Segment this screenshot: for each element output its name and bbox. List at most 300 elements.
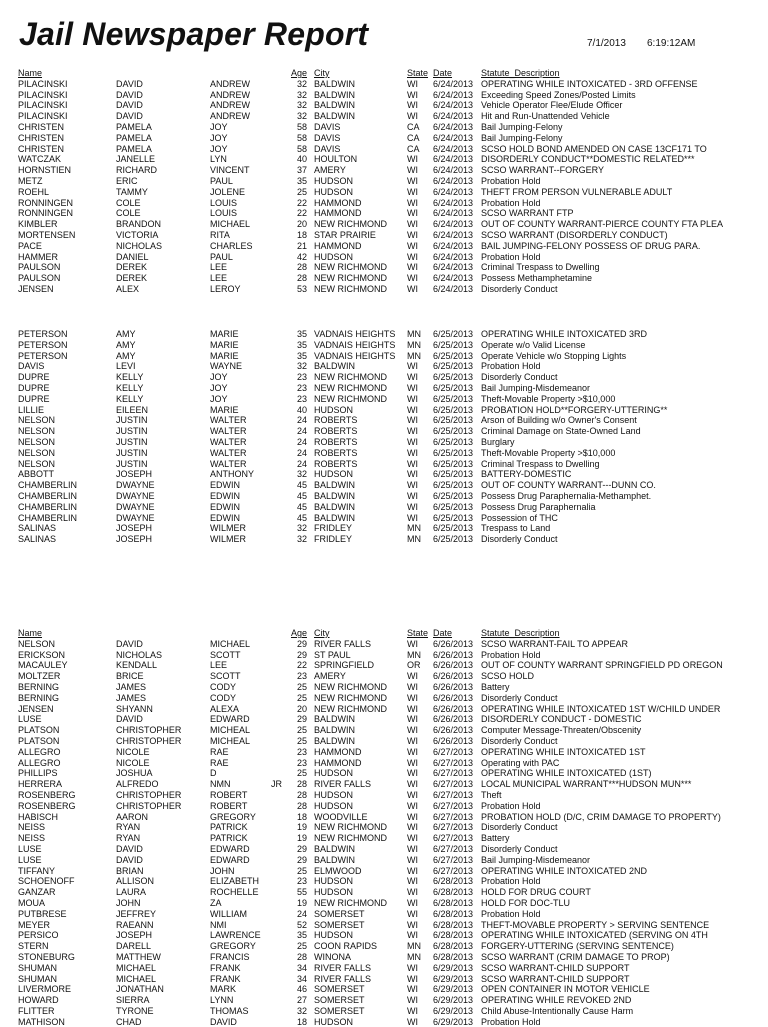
last-name: ABBOTT bbox=[18, 469, 55, 480]
date: 6/25/2013 bbox=[433, 426, 474, 437]
first-name: JAMES bbox=[116, 681, 147, 692]
last-name: MACAULEY bbox=[18, 660, 68, 671]
date: 6/28/2013 bbox=[433, 930, 474, 941]
statute-description: Probation Hold bbox=[481, 908, 541, 919]
last-name: JENSEN bbox=[18, 283, 54, 294]
city: BALDWIN bbox=[314, 512, 356, 523]
statute-description: THEFT FROM PERSON VULNERABLE ADULT bbox=[481, 186, 673, 197]
city: NEW RICHMOND bbox=[314, 681, 387, 692]
state: CA bbox=[407, 143, 420, 154]
last-name: LUSE bbox=[18, 843, 42, 854]
statute-description: OPERATING WHILE REVOKED 2ND bbox=[481, 995, 632, 1006]
table-row bbox=[0, 262, 768, 273]
last-name: NELSON bbox=[18, 415, 56, 426]
middle-name: LYNN bbox=[210, 995, 234, 1006]
date: 6/24/2013 bbox=[433, 208, 474, 219]
last-name: DUPRE bbox=[18, 372, 50, 383]
statute-description: Theft-Movable Property >$10,000 bbox=[481, 393, 616, 404]
age: 58 bbox=[296, 132, 307, 143]
date: 6/26/2013 bbox=[433, 692, 474, 703]
date: 6/26/2013 bbox=[433, 735, 474, 746]
state: WI bbox=[407, 229, 418, 240]
date: 6/29/2013 bbox=[433, 973, 474, 984]
state: WI bbox=[407, 973, 418, 984]
statute-description: SCSO WARRANT-CHILD SUPPORT bbox=[481, 973, 630, 984]
first-name: JUSTIN bbox=[116, 458, 148, 469]
table-row bbox=[0, 252, 768, 263]
city: SOMERSET bbox=[314, 919, 365, 930]
first-name: PAMELA bbox=[116, 132, 152, 143]
city: BALDWIN bbox=[314, 735, 356, 746]
city: BALDWIN bbox=[314, 714, 356, 725]
first-name: DAVID bbox=[116, 111, 143, 122]
statute-description: Disorderly Conduct bbox=[481, 735, 558, 746]
middle-name: PATRICK bbox=[210, 833, 248, 844]
city: BALDWIN bbox=[314, 100, 356, 111]
age: 19 bbox=[296, 897, 307, 908]
table-row bbox=[0, 790, 768, 801]
middle-name: EDWIN bbox=[210, 512, 240, 523]
first-name: TYRONE bbox=[116, 1005, 154, 1016]
statute-description: OPERATING WHILE INTOXICATED 2ND bbox=[481, 865, 648, 876]
age: 18 bbox=[296, 1016, 307, 1027]
date: 6/25/2013 bbox=[433, 372, 474, 383]
first-name: KELLY bbox=[116, 372, 144, 383]
statute-description: Hit and Run-Unattended Vehicle bbox=[481, 111, 610, 122]
statute-description: Disorderly Conduct bbox=[481, 372, 558, 383]
table-row bbox=[0, 133, 768, 144]
date: 6/24/2013 bbox=[433, 283, 474, 294]
city: ROBERTS bbox=[314, 436, 358, 447]
table-row bbox=[0, 198, 768, 209]
middle-name: LOUIS bbox=[210, 197, 238, 208]
statute-description: Criminal Damage on State-Owned Land bbox=[481, 426, 641, 437]
date: 6/26/2013 bbox=[433, 725, 474, 736]
age: 28 bbox=[296, 262, 307, 273]
first-name: CHRISTOPHER bbox=[116, 800, 182, 811]
state: WI bbox=[407, 251, 418, 262]
state: WI bbox=[407, 811, 418, 822]
last-name: ROEHL bbox=[18, 186, 50, 197]
city: HUDSON bbox=[314, 186, 354, 197]
age: 22 bbox=[296, 197, 307, 208]
state: WI bbox=[407, 436, 418, 447]
last-name: CHAMBERLIN bbox=[18, 501, 78, 512]
city: RIVER FALLS bbox=[314, 973, 372, 984]
first-name: BRICE bbox=[116, 671, 144, 682]
report-section bbox=[0, 628, 768, 1027]
city: NEW RICHMOND bbox=[314, 822, 387, 833]
state: CA bbox=[407, 121, 420, 132]
last-name: PAULSON bbox=[18, 273, 61, 284]
report-section bbox=[0, 329, 768, 545]
first-name: TAMMY bbox=[116, 186, 148, 197]
statute-description: Probation Hold bbox=[481, 175, 541, 186]
middle-name: ELIZABETH bbox=[210, 876, 260, 887]
age: 52 bbox=[296, 919, 307, 930]
state: WI bbox=[407, 735, 418, 746]
age: 23 bbox=[296, 393, 307, 404]
city: BALDWIN bbox=[314, 111, 356, 122]
table-row bbox=[0, 284, 768, 295]
age: 28 bbox=[296, 779, 307, 790]
first-name: ALFREDO bbox=[116, 779, 159, 790]
city: BALDWIN bbox=[314, 361, 356, 372]
last-name: PILACINSKI bbox=[18, 111, 68, 122]
column-header-row bbox=[0, 628, 768, 639]
last-name: DAVIS bbox=[18, 361, 45, 372]
statute-description: SCSO WARRANT FTP bbox=[481, 208, 574, 219]
first-name: ALLISON bbox=[116, 876, 155, 887]
city: AMERY bbox=[314, 165, 346, 176]
last-name: NEISS bbox=[18, 833, 46, 844]
date: 6/28/2013 bbox=[433, 919, 474, 930]
table-row bbox=[0, 122, 768, 133]
middle-name: SCOTT bbox=[210, 649, 241, 660]
last-name: NELSON bbox=[18, 638, 56, 649]
date: 6/27/2013 bbox=[433, 865, 474, 876]
statute-description: Exceeding Speed Zones/Posted Limits bbox=[481, 89, 636, 100]
date: 6/24/2013 bbox=[433, 240, 474, 251]
statute-description: OUT OF COUNTY WARRANT---DUNN CO. bbox=[481, 480, 656, 491]
statute-description: Disorderly Conduct bbox=[481, 692, 558, 703]
first-name: AMY bbox=[116, 350, 136, 361]
header-state: State bbox=[407, 68, 429, 78]
middle-name: WILLIAM bbox=[210, 908, 248, 919]
table-row bbox=[0, 725, 768, 736]
first-name: DAVID bbox=[116, 714, 143, 725]
city: SOMERSET bbox=[314, 1005, 365, 1016]
city: NEW RICHMOND bbox=[314, 219, 387, 230]
table-row bbox=[0, 361, 768, 372]
state: WI bbox=[407, 995, 418, 1006]
date: 6/28/2013 bbox=[433, 941, 474, 952]
statute-description: Bail Jumping-Misdemeanor bbox=[481, 854, 591, 865]
middle-name: JOY bbox=[210, 143, 228, 154]
first-name: JOSEPH bbox=[116, 534, 153, 545]
last-name: KIMBLER bbox=[18, 219, 58, 230]
table-row bbox=[0, 437, 768, 448]
statute-description: HOLD FOR DRUG COURT bbox=[481, 887, 591, 898]
last-name: ROSENBERG bbox=[18, 800, 76, 811]
middle-name: MICHEAL bbox=[210, 725, 251, 736]
age: 24 bbox=[296, 447, 307, 458]
last-name: PILACINSKI bbox=[18, 89, 68, 100]
statute-description: Disorderly Conduct bbox=[481, 822, 558, 833]
date: 6/25/2013 bbox=[433, 534, 474, 545]
statute-description: Bail Jumping-Felony bbox=[481, 132, 563, 143]
first-name: ALEX bbox=[116, 283, 140, 294]
city: FRIDLEY bbox=[314, 534, 353, 545]
date: 6/27/2013 bbox=[433, 854, 474, 865]
last-name: PILACINSKI bbox=[18, 100, 68, 111]
middle-name: LEE bbox=[210, 660, 228, 671]
last-name: MOLTZER bbox=[18, 671, 61, 682]
city: ELMWOOD bbox=[314, 865, 362, 876]
first-name: DAVID bbox=[116, 854, 143, 865]
table-row bbox=[0, 995, 768, 1006]
header-state: State bbox=[407, 628, 429, 638]
statute-description: Arson of Building w/o Owner's Consent bbox=[481, 415, 637, 426]
last-name: HAMMER bbox=[18, 251, 58, 262]
state: WI bbox=[407, 908, 418, 919]
last-name: RONNINGEN bbox=[18, 197, 74, 208]
city: SOMERSET bbox=[314, 995, 365, 1006]
middle-name: JOY bbox=[210, 393, 228, 404]
date: 6/26/2013 bbox=[433, 660, 474, 671]
first-name: PAMELA bbox=[116, 121, 152, 132]
table-row bbox=[0, 812, 768, 823]
middle-name: SCOTT bbox=[210, 671, 241, 682]
age: 37 bbox=[296, 165, 307, 176]
city: BALDWIN bbox=[314, 725, 356, 736]
table-row bbox=[0, 90, 768, 101]
city: HUDSON bbox=[314, 175, 354, 186]
first-name: LEVI bbox=[116, 361, 136, 372]
table-row bbox=[0, 704, 768, 715]
state: WI bbox=[407, 1016, 418, 1027]
middle-name: MICHEAL bbox=[210, 735, 251, 746]
table-row bbox=[0, 448, 768, 459]
date: 6/25/2013 bbox=[433, 480, 474, 491]
last-name: PHILLIPS bbox=[18, 768, 58, 779]
table-row bbox=[0, 111, 768, 122]
middle-name: JOY bbox=[210, 382, 228, 393]
last-name: LUSE bbox=[18, 714, 42, 725]
first-name: KENDALL bbox=[116, 660, 158, 671]
middle-name: WALTER bbox=[210, 458, 247, 469]
last-name: PLATSON bbox=[18, 735, 60, 746]
table-row bbox=[0, 898, 768, 909]
first-name: CHRISTOPHER bbox=[116, 725, 182, 736]
middle-name: DAVID bbox=[210, 1016, 237, 1027]
middle-name: WALTER bbox=[210, 415, 247, 426]
header-city: City bbox=[314, 628, 330, 638]
date: 6/27/2013 bbox=[433, 768, 474, 779]
last-name: CHAMBERLIN bbox=[18, 490, 78, 501]
state: WI bbox=[407, 89, 418, 100]
last-name: BERNING bbox=[18, 681, 60, 692]
age: 35 bbox=[296, 175, 307, 186]
state: WI bbox=[407, 404, 418, 415]
last-name: STONEBURG bbox=[18, 951, 75, 962]
city: BALDWIN bbox=[314, 501, 356, 512]
last-name: BERNING bbox=[18, 692, 60, 703]
city: NEW RICHMOND bbox=[314, 703, 387, 714]
state: WI bbox=[407, 671, 418, 682]
age: 25 bbox=[296, 692, 307, 703]
table-row bbox=[0, 329, 768, 340]
state: WI bbox=[407, 1005, 418, 1016]
first-name: DANIEL bbox=[116, 251, 149, 262]
last-name: MORTENSEN bbox=[18, 229, 76, 240]
date: 6/24/2013 bbox=[433, 197, 474, 208]
statute-description: Bail Jumping-Felony bbox=[481, 121, 563, 132]
city: SOMERSET bbox=[314, 984, 365, 995]
age: 24 bbox=[296, 908, 307, 919]
statute-description: Probation Hold bbox=[481, 361, 541, 372]
last-name: LILLIE bbox=[18, 404, 45, 415]
middle-name: FRANK bbox=[210, 962, 241, 973]
middle-name: LAWRENCE bbox=[210, 930, 261, 941]
city: BALDWIN bbox=[314, 78, 356, 89]
date: 6/25/2013 bbox=[433, 393, 474, 404]
table-row bbox=[0, 984, 768, 995]
header-age: Age bbox=[290, 628, 307, 638]
city: HOULTON bbox=[314, 154, 358, 165]
last-name: SHUMAN bbox=[18, 962, 58, 973]
date: 6/28/2013 bbox=[433, 897, 474, 908]
age: 25 bbox=[296, 865, 307, 876]
last-name: FLITTER bbox=[18, 1005, 55, 1016]
table-row bbox=[0, 144, 768, 155]
state: WI bbox=[407, 382, 418, 393]
first-name: MATTHEW bbox=[116, 951, 161, 962]
statute-description: Possess Methamphetamine bbox=[481, 273, 593, 284]
table-row bbox=[0, 682, 768, 693]
table-row bbox=[0, 822, 768, 833]
statute-description: OPERATING WHILE INTOXICATED - 3RD OFFENSE bbox=[481, 78, 698, 89]
first-name: JOSEPH bbox=[116, 930, 153, 941]
last-name: PLATSON bbox=[18, 725, 60, 736]
age: 32 bbox=[296, 78, 307, 89]
state: WI bbox=[407, 746, 418, 757]
city: BALDWIN bbox=[314, 89, 356, 100]
table-row bbox=[0, 340, 768, 351]
table-row bbox=[0, 405, 768, 416]
age: 46 bbox=[296, 984, 307, 995]
statute-description: OPERATING WHILE INTOXICATED (1ST) bbox=[481, 768, 652, 779]
first-name: KELLY bbox=[116, 382, 144, 393]
age: 40 bbox=[296, 404, 307, 415]
date: 6/25/2013 bbox=[433, 361, 474, 372]
first-name: PAMELA bbox=[116, 143, 152, 154]
first-name: RICHARD bbox=[116, 165, 158, 176]
age: 23 bbox=[296, 372, 307, 383]
statute-description: DISORDERLY CONDUCT - DOMESTIC bbox=[481, 714, 642, 725]
header-name: Name bbox=[18, 628, 43, 638]
statute-description: Possess Drug Paraphernalia-Methamphet. bbox=[481, 490, 652, 501]
middle-name: ROBERT bbox=[210, 800, 248, 811]
age: 18 bbox=[296, 811, 307, 822]
date: 6/24/2013 bbox=[433, 186, 474, 197]
last-name: PETERSON bbox=[18, 339, 68, 350]
age: 21 bbox=[296, 240, 307, 251]
last-name: SCHOENOFF bbox=[18, 876, 75, 887]
first-name: EILEEN bbox=[116, 404, 149, 415]
date: 6/24/2013 bbox=[433, 143, 474, 154]
table-row bbox=[0, 502, 768, 513]
name-suffix: JR bbox=[271, 779, 282, 790]
age: 22 bbox=[296, 660, 307, 671]
first-name: JUSTIN bbox=[116, 436, 148, 447]
middle-name: WILMER bbox=[210, 534, 246, 545]
date: 6/24/2013 bbox=[433, 132, 474, 143]
state: WI bbox=[407, 984, 418, 995]
middle-name: ANDREW bbox=[210, 89, 250, 100]
statute-description: Computer Message-Threaten/Obscenity bbox=[481, 725, 642, 736]
date: 6/24/2013 bbox=[433, 165, 474, 176]
table-row bbox=[0, 79, 768, 90]
middle-name: GREGORY bbox=[210, 811, 256, 822]
date: 6/25/2013 bbox=[433, 436, 474, 447]
last-name: NELSON bbox=[18, 426, 56, 437]
state: WI bbox=[407, 843, 418, 854]
city: HUDSON bbox=[314, 800, 354, 811]
first-name: JOHN bbox=[116, 897, 141, 908]
middle-name: FRANK bbox=[210, 973, 241, 984]
city: RIVER FALLS bbox=[314, 962, 372, 973]
age: 53 bbox=[296, 283, 307, 294]
first-name: DWAYNE bbox=[116, 480, 155, 491]
last-name: PETERSON bbox=[18, 329, 68, 339]
last-name: PUTBRESE bbox=[18, 908, 67, 919]
middle-name: WALTER bbox=[210, 447, 247, 458]
table-row bbox=[0, 747, 768, 758]
statute-description: FORGERY-UTTERING (SERVING SENTENCE) bbox=[481, 941, 674, 952]
state: WI bbox=[407, 447, 418, 458]
date: 6/25/2013 bbox=[433, 512, 474, 523]
age: 24 bbox=[296, 436, 307, 447]
state: MN bbox=[407, 523, 421, 534]
statute-description: Battery bbox=[481, 833, 510, 844]
statute-description: SCSO WARRANT-CHILD SUPPORT bbox=[481, 962, 630, 973]
middle-name: ANDREW bbox=[210, 78, 250, 89]
statute-description: Theft-Movable Property >$10,000 bbox=[481, 447, 616, 458]
last-name: RONNINGEN bbox=[18, 208, 74, 219]
table-row bbox=[0, 779, 768, 790]
age: 29 bbox=[296, 638, 307, 649]
middle-name: EDWARD bbox=[210, 843, 250, 854]
city: BALDWIN bbox=[314, 843, 356, 854]
age: 28 bbox=[296, 789, 307, 800]
first-name: DAVID bbox=[116, 638, 143, 649]
first-name: BRANDON bbox=[116, 219, 162, 230]
age: 42 bbox=[296, 251, 307, 262]
age: 25 bbox=[296, 725, 307, 736]
statute-description: Vehicle Operator Flee/Elude Officer bbox=[481, 100, 623, 111]
statute-description: Trespass to Land bbox=[481, 523, 551, 534]
first-name: DWAYNE bbox=[116, 490, 155, 501]
middle-name: WALTER bbox=[210, 426, 247, 437]
state: OR bbox=[407, 660, 421, 671]
statute-description: Battery bbox=[481, 681, 510, 692]
last-name: NELSON bbox=[18, 458, 56, 469]
date: 6/28/2013 bbox=[433, 908, 474, 919]
date: 6/27/2013 bbox=[433, 800, 474, 811]
age: 34 bbox=[296, 973, 307, 984]
date: 6/27/2013 bbox=[433, 833, 474, 844]
state: WI bbox=[407, 175, 418, 186]
middle-name: FRANCIS bbox=[210, 951, 250, 962]
state: MN bbox=[407, 329, 421, 339]
state: WI bbox=[407, 480, 418, 491]
state: WI bbox=[407, 458, 418, 469]
city: NEW RICHMOND bbox=[314, 897, 387, 908]
table-row bbox=[0, 650, 768, 661]
first-name: DAVID bbox=[116, 843, 143, 854]
middle-name: CODY bbox=[210, 692, 237, 703]
state: WI bbox=[407, 111, 418, 122]
state: WI bbox=[407, 415, 418, 426]
last-name: MOUA bbox=[18, 897, 45, 908]
age: 18 bbox=[296, 229, 307, 240]
date: 6/29/2013 bbox=[433, 962, 474, 973]
city: ROBERTS bbox=[314, 447, 358, 458]
table-row bbox=[0, 480, 768, 491]
table-row bbox=[0, 866, 768, 877]
age: 35 bbox=[296, 329, 307, 339]
